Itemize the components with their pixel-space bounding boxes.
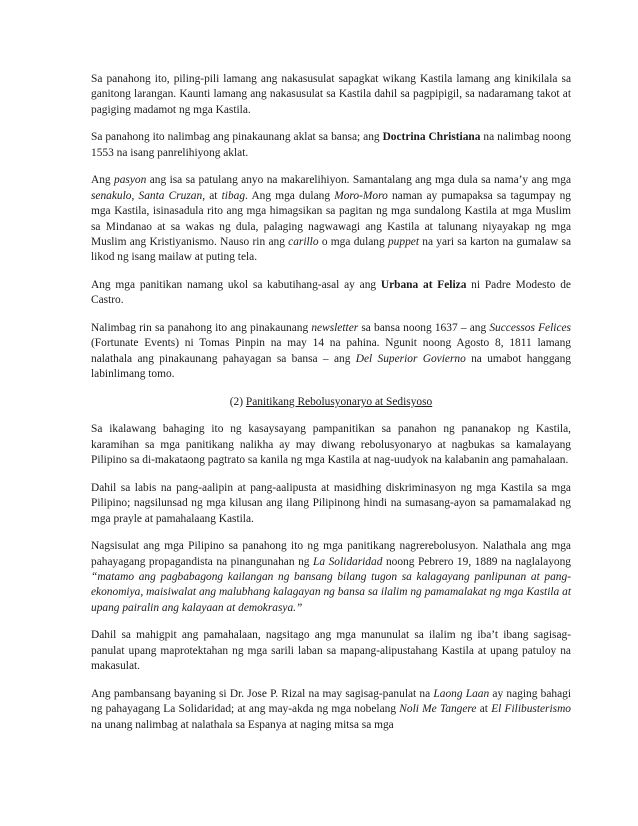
paragraph-6: Sa ikalawang bahaging ito ng kasaysayang pampanitikan sa panahon ng pananakop ng Kastila, karamihan sa mga panitikang nalikha ay may diwang rebolusyonaryo at nagbukas sa kamalayang Pilipino sa di-makataong pagtrato sa kanila ng mga Kastila at nag-uudyok na kalabanin ang pamahalaan. (91, 423, 571, 467)
title-urbana-at-feliza: Urbana at Feliza (380, 279, 467, 292)
paragraph-4: Ang mga panitikan namang ukol sa kabutihang-asal ay ang Urbana at Feliza ni Padre Modesto de Castro. (91, 279, 571, 307)
paragraph-2: Sa panahong ito nalimbag ang pinakaunang aklat sa bansa; ang Doctrina Christiana na nalimbag noong 1553 na isang panrelihiyong aklat. (91, 131, 571, 159)
paragraph-9: Dahil sa mahigpit ang pamahalaan, nagsitago ang mga manunulat sa ilalim ng iba’t ibang sagisag-panulat upang maprotektahan ng mga sarili laban sa mapang-alipustahang Kastila at upang patuloy na makasulat. (91, 629, 571, 673)
paragraph-8: Nagsisulat ang mga Pilipino sa panahong ito ng mga panitikang nagrerebolusyon. Nalathala ang mga pahayagang propagandista na pinangunahan ng La Solidaridad noong Pebrero 19, 1889 na naglalayong “matamo ang pagbabagong kailangan ng bansang bilang tugon sa kalagayang panlipunan at pang-ekonomiya, maisiwalat ang malubhang kalagayan ng bansa sa ilalim ng pamamalakat ng mga Kastila at upang pairalin ang kalayaan at demokrasya.” (91, 540, 571, 614)
section-heading: (2) Panitikang Rebolusyonaryo at Sedisyoso (229, 395, 433, 408)
title-doctrina-christiana: Doctrina Christiana (382, 131, 481, 144)
quotation: “matamo ang pagbabagong kailangan ng bansang bilang tugon sa kalagayang panlipunan at pang-ekonomiya, maisiwalat ang malubhang kalagayan ng bansa sa ilalim ng pamamalakat ng mga Kastila at upang pairalin ang kalayaan at demokrasya.” (91, 571, 571, 614)
paragraph-1: Sa panahong ito, piling-pili lamang ang nakasusulat sapagkat wikang Kastila lamang ang kinikilala sa ganitong larangan. Kaunti lamang ang nakasusulat sa Kastila dahil sa pagpipigil, sa nadaramang takot at pagiging madamot ng mga Kastila. (91, 73, 571, 116)
section-heading-title: Panitikang Rebolusyonaryo at Sedisyoso (245, 395, 433, 408)
paragraph-7: Dahil sa labis na pang-aalipin at pang-aalipusta at masidhing diskriminasyon ng mga Kastila sa mga Pilipino; nagsilunsad ng mga kilusan ang ilang Pilipinong hindi na sumasang-ayon sa pamamalakad ng mga prayle at pamahalaang Kastila. (91, 481, 571, 525)
paragraph-10: Ang pambansang bayaning si Dr. Jose P. Rizal na may sagisag-panulat na Laong Laan ay naging bahagi ng pahayagang La Solidaridad; at ang may-akda ng mga nobelang Noli Me Tangere at El Filibusterismo na unang nalimbag at nalathala sa Espanya at naging mitsa sa mga (91, 687, 572, 731)
document-body (91, 72, 571, 745)
paragraph-5: Nalimbag rin sa panahong ito ang pinakaunang newsletter sa bansa noong 1637 – ang Successos Felices (Fortunate Events) ni Tomas Pinpin na may 14 na pahina. Ngunit noong Agosto 8, 1811 lamang nalathala ang pinakaunang pahayagan sa bansa – ang Del Superior Govierno na umabot hanggang labinlimang tomo. (91, 322, 571, 381)
paragraph-3: Ang pasyon ang isa sa patulang anyo na makarelihiyon. Samantalang ang mga dula sa nama’y ang mga senakulo, Santa Cruzan, at tibag. Ang mga dulang Moro-Moro naman ay pumapaksa sa tagumpay ng mga Kastila, isinasadula rito ang mga himagsikan sa pagitan ng mga sundalong Kastila at mga Muslim sa Mindanao at sa wakas ng dula, palaging nagwawagi ang Kastila at talunang niyayakap ng mga Muslim ang Kristiyanismo. Nauso rin ang carillo o mga dulang puppet na yari sa karton na gumalaw sa likod ng isang mailaw at puting tela. (91, 174, 571, 264)
